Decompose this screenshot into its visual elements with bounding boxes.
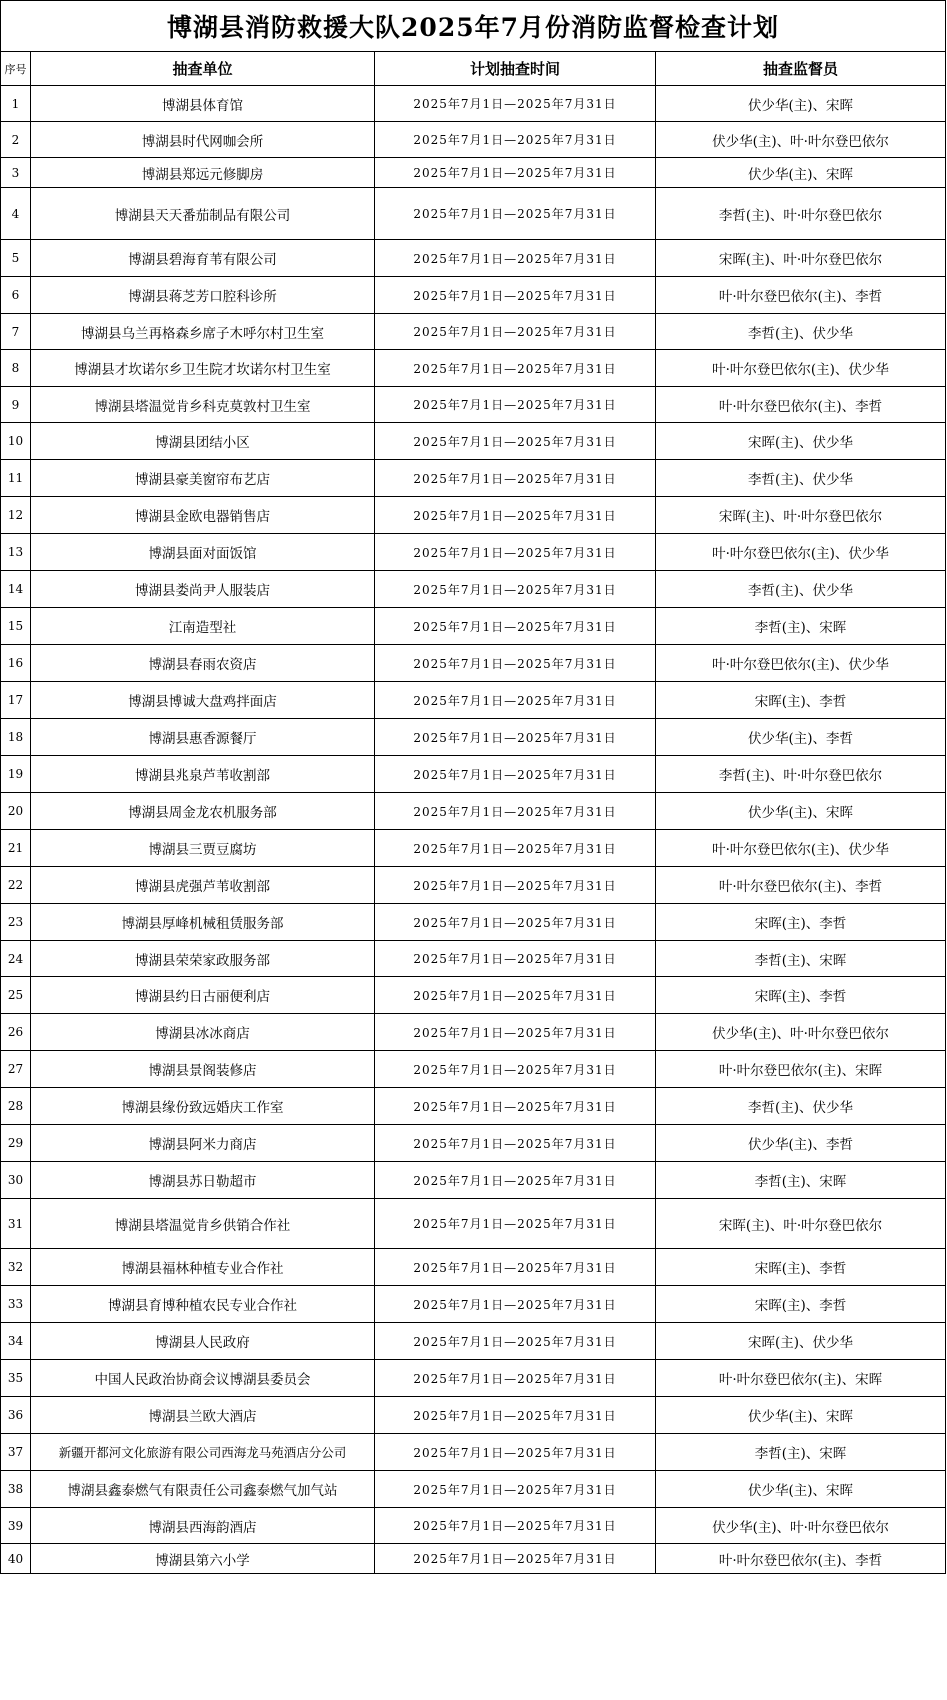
- table-row: [1, 423, 946, 460]
- row-seq: 33: [1, 1286, 31, 1323]
- row-time: 2025年7月1日—2025年7月31日: [375, 350, 656, 387]
- row-inspectors: 伏少华(主)、宋晖: [656, 1471, 946, 1508]
- row-inspectors: 李哲(主)、宋晖: [656, 608, 946, 645]
- table-row: [1, 240, 946, 277]
- row-seq: 37: [1, 1434, 31, 1471]
- row-time: 2025年7月1日—2025年7月31日: [375, 977, 656, 1014]
- table-row: [1, 793, 946, 830]
- row-unit: 博湖县时代网咖会所: [31, 122, 375, 158]
- row-inspectors: 李哲(主)、宋晖: [656, 1434, 946, 1471]
- row-inspectors: 宋晖(主)、叶·叶尔登巴依尔: [656, 240, 946, 277]
- row-unit: 博湖县阿米力商店: [31, 1125, 375, 1162]
- row-unit: 博湖县博诚大盘鸡拌面店: [31, 682, 375, 719]
- row-inspectors: 叶·叶尔登巴依尔(主)、伏少华: [656, 830, 946, 867]
- row-seq: 17: [1, 682, 31, 719]
- row-inspectors: 叶·叶尔登巴依尔(主)、李哲: [656, 867, 946, 904]
- page-title: 博湖县消防救援大队2025年7月份消防监督检查计划: [1, 1, 946, 52]
- table-row: [1, 830, 946, 867]
- header-time: 计划抽查时间: [375, 52, 656, 86]
- row-time: 2025年7月1日—2025年7月31日: [375, 1508, 656, 1544]
- row-seq: 2: [1, 122, 31, 158]
- row-inspectors: 李哲(主)、宋晖: [656, 1162, 946, 1199]
- row-seq: 8: [1, 350, 31, 387]
- row-unit: 新疆开都河文化旅游有限公司西海龙马苑酒店分公司: [31, 1434, 375, 1471]
- row-seq: 27: [1, 1051, 31, 1088]
- row-seq: 26: [1, 1014, 31, 1051]
- row-time: 2025年7月1日—2025年7月31日: [375, 682, 656, 719]
- table-row: [1, 387, 946, 423]
- row-inspectors: 宋晖(主)、叶·叶尔登巴依尔: [656, 1199, 946, 1249]
- table-row: [1, 571, 946, 608]
- table-row: [1, 1199, 946, 1249]
- row-unit: 博湖县荣荣家政服务部: [31, 941, 375, 977]
- row-seq: 16: [1, 645, 31, 682]
- row-time: 2025年7月1日—2025年7月31日: [375, 1471, 656, 1508]
- row-time: 2025年7月1日—2025年7月31日: [375, 1323, 656, 1360]
- row-seq: 39: [1, 1508, 31, 1544]
- table-row: [1, 1286, 946, 1323]
- row-unit: 博湖县娄尚尹人服装店: [31, 571, 375, 608]
- row-inspectors: 伏少华(主)、宋晖: [656, 793, 946, 830]
- row-time: 2025年7月1日—2025年7月31日: [375, 645, 656, 682]
- table-row: [1, 682, 946, 719]
- row-inspectors: 伏少华(主)、叶·叶尔登巴依尔: [656, 1014, 946, 1051]
- row-inspectors: 李哲(主)、叶·叶尔登巴依尔: [656, 188, 946, 240]
- row-time: 2025年7月1日—2025年7月31日: [375, 1360, 656, 1397]
- row-unit: 博湖县兆泉芦苇收割部: [31, 756, 375, 793]
- row-time: 2025年7月1日—2025年7月31日: [375, 1014, 656, 1051]
- row-time: 2025年7月1日—2025年7月31日: [375, 719, 656, 756]
- row-time: 2025年7月1日—2025年7月31日: [375, 314, 656, 350]
- table-row: [1, 86, 946, 122]
- row-seq: 36: [1, 1397, 31, 1434]
- row-unit: 博湖县育博种植农民专业合作社: [31, 1286, 375, 1323]
- row-inspectors: 宋晖(主)、伏少华: [656, 423, 946, 460]
- row-inspectors: 叶·叶尔登巴依尔(主)、伏少华: [656, 645, 946, 682]
- row-seq: 23: [1, 904, 31, 941]
- row-unit: 博湖县金欧电器销售店: [31, 497, 375, 534]
- row-seq: 32: [1, 1249, 31, 1286]
- table-row: [1, 867, 946, 904]
- table-row: [1, 1471, 946, 1508]
- row-unit: 博湖县天天番茄制品有限公司: [31, 188, 375, 240]
- row-inspectors: 宋晖(主)、李哲: [656, 904, 946, 941]
- row-inspectors: 伏少华(主)、李哲: [656, 719, 946, 756]
- row-inspectors: 宋晖(主)、伏少华: [656, 1323, 946, 1360]
- table-row: [1, 1397, 946, 1434]
- row-unit: 博湖县面对面饭馆: [31, 534, 375, 571]
- row-seq: 38: [1, 1471, 31, 1508]
- row-inspectors: 叶·叶尔登巴依尔(主)、李哲: [656, 277, 946, 314]
- row-inspectors: 李哲(主)、伏少华: [656, 571, 946, 608]
- table-row: [1, 1014, 946, 1051]
- row-seq: 35: [1, 1360, 31, 1397]
- header-inspectors: 抽查监督员: [656, 52, 946, 86]
- row-inspectors: 伏少华(主)、宋晖: [656, 1397, 946, 1434]
- row-seq: 20: [1, 793, 31, 830]
- row-unit: 博湖县虎强芦苇收割部: [31, 867, 375, 904]
- row-time: 2025年7月1日—2025年7月31日: [375, 497, 656, 534]
- table-header-row: [1, 52, 946, 86]
- row-time: 2025年7月1日—2025年7月31日: [375, 122, 656, 158]
- row-time: 2025年7月1日—2025年7月31日: [375, 1286, 656, 1323]
- row-seq: 29: [1, 1125, 31, 1162]
- table-row: [1, 460, 946, 497]
- row-time: 2025年7月1日—2025年7月31日: [375, 387, 656, 423]
- row-time: 2025年7月1日—2025年7月31日: [375, 240, 656, 277]
- row-seq: 18: [1, 719, 31, 756]
- row-unit: 博湖县西海韵酒店: [31, 1508, 375, 1544]
- table-row: [1, 350, 946, 387]
- row-time: 2025年7月1日—2025年7月31日: [375, 1199, 656, 1249]
- row-unit: 博湖县苏日勒超市: [31, 1162, 375, 1199]
- row-inspectors: 李哲(主)、宋晖: [656, 941, 946, 977]
- row-seq: 4: [1, 188, 31, 240]
- row-seq: 22: [1, 867, 31, 904]
- row-inspectors: 伏少华(主)、宋晖: [656, 86, 946, 122]
- table-row: [1, 1162, 946, 1199]
- table-row: [1, 1360, 946, 1397]
- row-unit: 博湖县春雨农资店: [31, 645, 375, 682]
- row-seq: 9: [1, 387, 31, 423]
- row-seq: 11: [1, 460, 31, 497]
- row-inspectors: 伏少华(主)、叶·叶尔登巴依尔: [656, 1508, 946, 1544]
- row-unit: 博湖县景阁装修店: [31, 1051, 375, 1088]
- row-seq: 12: [1, 497, 31, 534]
- row-unit: 博湖县三贾豆腐坊: [31, 830, 375, 867]
- row-time: 2025年7月1日—2025年7月31日: [375, 571, 656, 608]
- row-unit: 博湖县郑远元修脚房: [31, 158, 375, 188]
- row-unit: 博湖县福林种植专业合作社: [31, 1249, 375, 1286]
- table-row: [1, 497, 946, 534]
- row-time: 2025年7月1日—2025年7月31日: [375, 188, 656, 240]
- row-unit: 博湖县约日古丽便利店: [31, 977, 375, 1014]
- row-inspectors: 伏少华(主)、叶·叶尔登巴依尔: [656, 122, 946, 158]
- table-row: [1, 1051, 946, 1088]
- row-inspectors: 宋晖(主)、李哲: [656, 1286, 946, 1323]
- row-time: 2025年7月1日—2025年7月31日: [375, 1397, 656, 1434]
- row-time: 2025年7月1日—2025年7月31日: [375, 904, 656, 941]
- row-time: 2025年7月1日—2025年7月31日: [375, 867, 656, 904]
- row-time: 2025年7月1日—2025年7月31日: [375, 608, 656, 645]
- row-time: 2025年7月1日—2025年7月31日: [375, 830, 656, 867]
- row-time: 2025年7月1日—2025年7月31日: [375, 1051, 656, 1088]
- row-seq: 3: [1, 158, 31, 188]
- row-unit: 博湖县冰冰商店: [31, 1014, 375, 1051]
- table-row: [1, 188, 946, 240]
- row-time: 2025年7月1日—2025年7月31日: [375, 423, 656, 460]
- row-inspectors: 伏少华(主)、李哲: [656, 1125, 946, 1162]
- row-unit: 博湖县厚峰机械租赁服务部: [31, 904, 375, 941]
- row-seq: 34: [1, 1323, 31, 1360]
- row-seq: 21: [1, 830, 31, 867]
- row-time: 2025年7月1日—2025年7月31日: [375, 1249, 656, 1286]
- table-row: [1, 314, 946, 350]
- table-row: [1, 1508, 946, 1544]
- row-unit: 博湖县兰欧大酒店: [31, 1397, 375, 1434]
- row-seq: 6: [1, 277, 31, 314]
- row-inspectors: 叶·叶尔登巴依尔(主)、伏少华: [656, 350, 946, 387]
- table-body: [1, 86, 946, 1574]
- header-unit: 抽查单位: [31, 52, 375, 86]
- table-row: [1, 941, 946, 977]
- row-time: 2025年7月1日—2025年7月31日: [375, 1088, 656, 1125]
- row-inspectors: 李哲(主)、伏少华: [656, 460, 946, 497]
- row-inspectors: 叶·叶尔登巴依尔(主)、宋晖: [656, 1360, 946, 1397]
- row-seq: 15: [1, 608, 31, 645]
- row-unit: 博湖县鑫泰燃气有限责任公司鑫泰燃气加气站: [31, 1471, 375, 1508]
- row-seq: 5: [1, 240, 31, 277]
- row-time: 2025年7月1日—2025年7月31日: [375, 277, 656, 314]
- row-unit: 博湖县豪美窗帘布艺店: [31, 460, 375, 497]
- row-inspectors: 李哲(主)、伏少华: [656, 314, 946, 350]
- row-time: 2025年7月1日—2025年7月31日: [375, 1544, 656, 1574]
- table-row: [1, 1249, 946, 1286]
- row-seq: 1: [1, 86, 31, 122]
- table-row: [1, 534, 946, 571]
- row-unit: 博湖县周金龙农机服务部: [31, 793, 375, 830]
- table-row: [1, 645, 946, 682]
- row-time: 2025年7月1日—2025年7月31日: [375, 1162, 656, 1199]
- row-time: 2025年7月1日—2025年7月31日: [375, 1125, 656, 1162]
- row-unit: 博湖县第六小学: [31, 1544, 375, 1574]
- row-inspectors: 宋晖(主)、叶·叶尔登巴依尔: [656, 497, 946, 534]
- row-seq: 25: [1, 977, 31, 1014]
- row-time: 2025年7月1日—2025年7月31日: [375, 86, 656, 122]
- row-unit: 博湖县惠香源餐厅: [31, 719, 375, 756]
- row-seq: 13: [1, 534, 31, 571]
- row-unit: 博湖县碧海育苇有限公司: [31, 240, 375, 277]
- row-seq: 31: [1, 1199, 31, 1249]
- row-seq: 10: [1, 423, 31, 460]
- row-unit: 博湖县团结小区: [31, 423, 375, 460]
- table-row: [1, 1434, 946, 1471]
- row-inspectors: 李哲(主)、叶·叶尔登巴依尔: [656, 756, 946, 793]
- table-row: [1, 1125, 946, 1162]
- table-row: [1, 977, 946, 1014]
- table-row: [1, 158, 946, 188]
- row-unit: 中国人民政治协商会议博湖县委员会: [31, 1360, 375, 1397]
- row-seq: 28: [1, 1088, 31, 1125]
- row-inspectors: 叶·叶尔登巴依尔(主)、宋晖: [656, 1051, 946, 1088]
- row-time: 2025年7月1日—2025年7月31日: [375, 1434, 656, 1471]
- header-seq: 序号: [1, 52, 31, 86]
- row-time: 2025年7月1日—2025年7月31日: [375, 941, 656, 977]
- row-inspectors: 宋晖(主)、李哲: [656, 682, 946, 719]
- table-row: [1, 277, 946, 314]
- row-inspectors: 宋晖(主)、李哲: [656, 1249, 946, 1286]
- row-time: 2025年7月1日—2025年7月31日: [375, 158, 656, 188]
- row-inspectors: 叶·叶尔登巴依尔(主)、伏少华: [656, 534, 946, 571]
- row-time: 2025年7月1日—2025年7月31日: [375, 534, 656, 571]
- row-unit: 博湖县人民政府: [31, 1323, 375, 1360]
- row-time: 2025年7月1日—2025年7月31日: [375, 756, 656, 793]
- table-row: [1, 719, 946, 756]
- row-time: 2025年7月1日—2025年7月31日: [375, 793, 656, 830]
- row-seq: 19: [1, 756, 31, 793]
- table-row: [1, 1088, 946, 1125]
- row-unit: 博湖县乌兰再格森乡席子木呼尔村卫生室: [31, 314, 375, 350]
- row-seq: 40: [1, 1544, 31, 1574]
- row-inspectors: 李哲(主)、伏少华: [656, 1088, 946, 1125]
- row-unit: 博湖县缘份致远婚庆工作室: [31, 1088, 375, 1125]
- row-seq: 30: [1, 1162, 31, 1199]
- row-unit: 博湖县塔温觉肯乡科克莫敦村卫生室: [31, 387, 375, 423]
- row-unit: 博湖县蒋芝芳口腔科诊所: [31, 277, 375, 314]
- row-unit: 博湖县体育馆: [31, 86, 375, 122]
- row-seq: 14: [1, 571, 31, 608]
- row-inspectors: 伏少华(主)、宋晖: [656, 158, 946, 188]
- row-unit: 江南造型社: [31, 608, 375, 645]
- table-row: [1, 904, 946, 941]
- table-row: [1, 1544, 946, 1574]
- table-row: [1, 608, 946, 645]
- row-inspectors: 宋晖(主)、李哲: [656, 977, 946, 1014]
- row-seq: 24: [1, 941, 31, 977]
- row-inspectors: 叶·叶尔登巴依尔(主)、李哲: [656, 1544, 946, 1574]
- table-row: [1, 122, 946, 158]
- table-row: [1, 1323, 946, 1360]
- table-row: [1, 756, 946, 793]
- row-unit: 博湖县塔温觉肯乡供销合作社: [31, 1199, 375, 1249]
- row-unit: 博湖县才坎诺尔乡卫生院才坎诺尔村卫生室: [31, 350, 375, 387]
- row-time: 2025年7月1日—2025年7月31日: [375, 460, 656, 497]
- row-seq: 7: [1, 314, 31, 350]
- row-inspectors: 叶·叶尔登巴依尔(主)、李哲: [656, 387, 946, 423]
